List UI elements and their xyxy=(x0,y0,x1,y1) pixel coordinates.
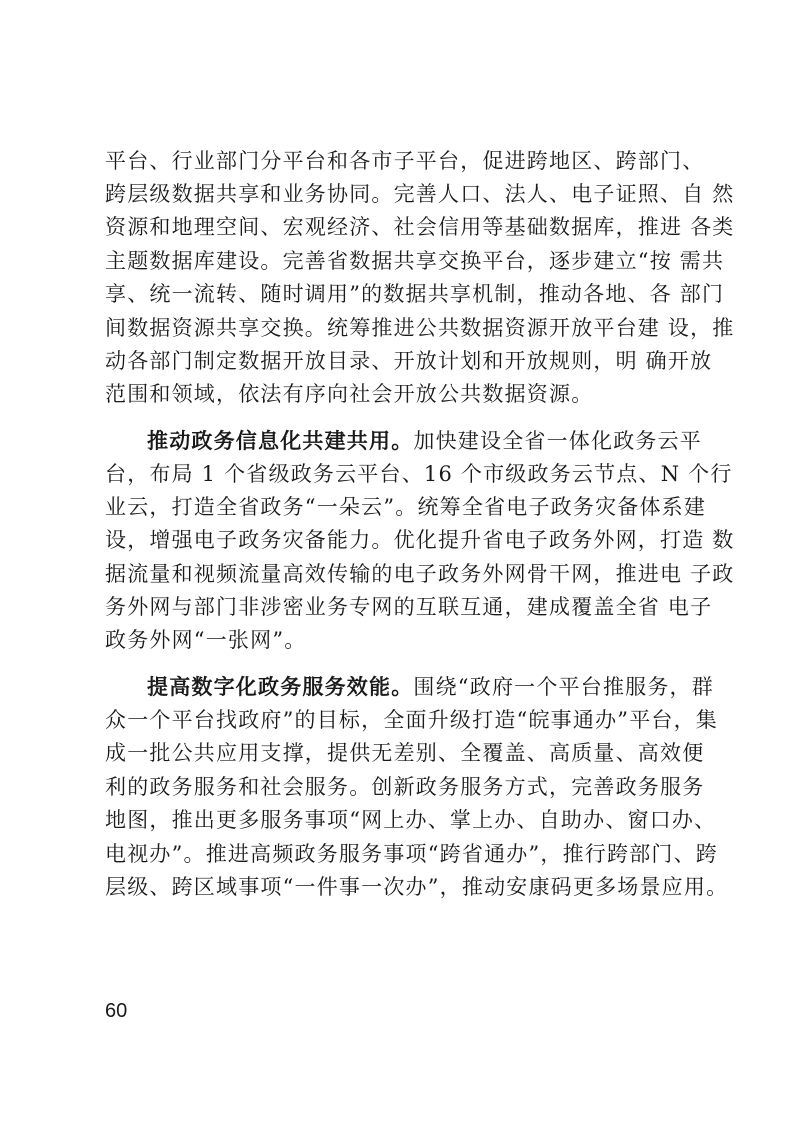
paragraph-first-line xyxy=(147,426,702,456)
text-line: 资源和地理空间、宏观经济、社会信用等基础数据库，推进 各类 xyxy=(105,215,735,239)
text-line: 享、统一流转、随时调用”的数据共享机制，推动各地、各 部门 xyxy=(105,282,725,306)
text-line: 众一个平台找政府”的目标，全面升级打造“皖事通办”平台，集 xyxy=(105,708,719,732)
text-line: 电视办”。推进高频政务服务事项“跨省通办”，推行跨部门、跨 xyxy=(105,842,719,866)
text-line: 间数据资源共享交换。统筹推进公共数据资源开放平台建 设，推 xyxy=(105,316,735,340)
text-line: 据流量和视频流量高效传输的电子政务外网骨干网，推进电 子政 xyxy=(105,562,735,586)
text-line: 业云，打造全省政务“一朵云”。统筹全省电子政务灾备体系建 xyxy=(105,495,707,519)
text-line: 务外网与部门非涉密业务专网的互联互通，建成覆盖全省 电子 xyxy=(105,595,713,619)
text-line: 利的政务服务和社会服务。创新政务服务方式，完善政务服务 xyxy=(105,775,705,799)
text-span: 加快建设全省一体化政务云平 xyxy=(413,429,703,453)
section-heading: 提高数字化政务服务效能。 xyxy=(147,675,414,699)
text-line: 设，增强电子政务灾备能力。优化提升省电子政务外网，打造 数 xyxy=(105,528,735,552)
paragraph-first-line xyxy=(147,672,714,702)
text-span: 围绕“政府一个平台推服务，群 xyxy=(413,675,714,699)
text-line: 成一批公共应用支撑，提供无差别、全覆盖、高质量、高效便 xyxy=(105,741,705,765)
text-line: 地图，推出更多服务事项“网上办、掌上办、自助办、窗口办、 xyxy=(105,808,717,832)
text-line: 主题数据库建设。完善省数据共享交换平台，逐步建立“按 需共 xyxy=(105,249,725,273)
text-line: 动各部门制定数据开放目录、开放计划和开放规则，明 确开放 xyxy=(105,349,713,373)
text-line: 跨层级数据共享和业务协同。完善人口、法人、电子证照、自 然 xyxy=(105,182,735,206)
page-number: 60 xyxy=(105,1000,128,1022)
text-line: 政务外网“一张网”。 xyxy=(105,628,307,652)
section-heading: 推动政务信息化共建共用。 xyxy=(147,429,414,453)
text-line: 平台、行业部门分平台和各市子平台，促进跨地区、跨部门、 xyxy=(105,149,705,173)
text-line: 台，布局 1 个省级政务云平台、16 个市级政务云节点、N 个行 xyxy=(105,462,733,486)
text-line: 层级、跨区域事项“一件事一次办”，推动安康码更多场景应用。 xyxy=(105,875,729,899)
text-line: 范围和领域，依法有序向社会开放公共数据资源。 xyxy=(105,382,594,406)
